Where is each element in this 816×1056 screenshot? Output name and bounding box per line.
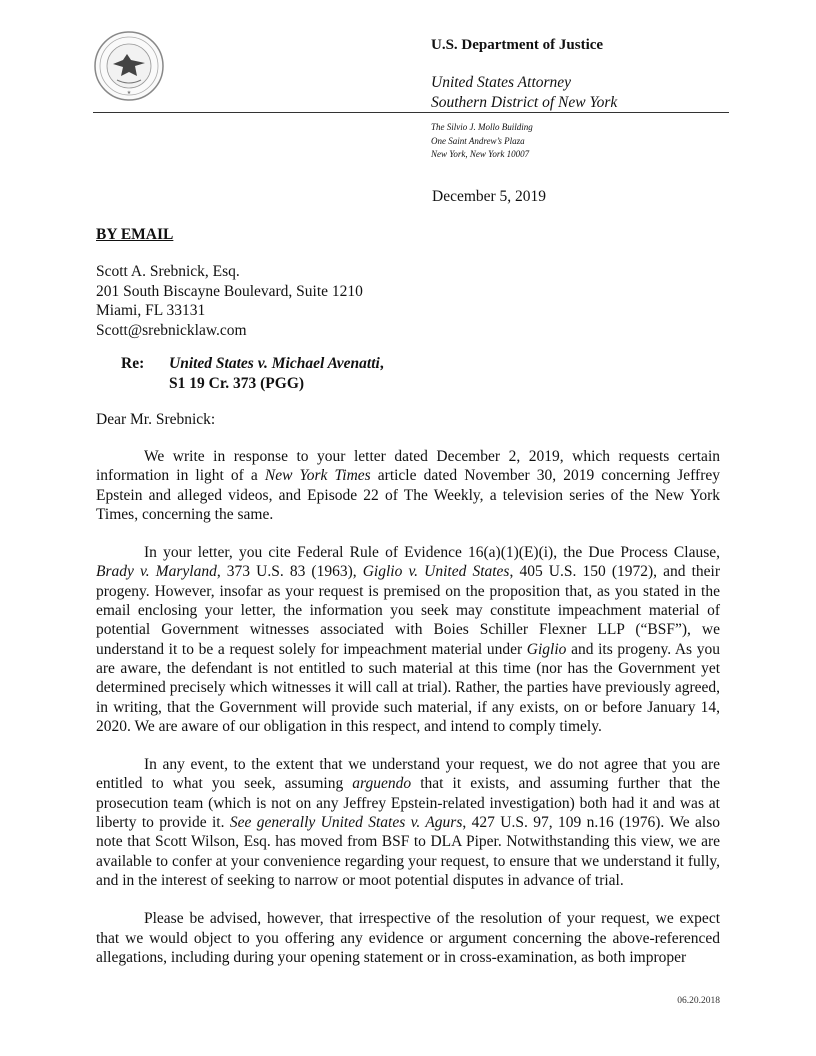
italic-text: New York Times (264, 467, 371, 485)
re-label: Re: (121, 355, 145, 372)
recipient-email: Scott@srebnicklaw.com (96, 321, 247, 339)
recipient-city: Miami, FL 33131 (96, 302, 206, 319)
address-line-2: One Saint Andrew’s Plaza (431, 135, 525, 146)
text: Please be advised, however, that irrespective of the resolution of your request, we expect that we would object to you offering any evidence or argument concerning the above-referenced allegations, including during your opening statement or in cross-examination, as both improper (96, 910, 720, 966)
office-name (431, 73, 751, 113)
department-name: U.S. Department of Justice (431, 37, 604, 53)
recipient-name: Scott A. Srebnick, Esq. (96, 263, 240, 280)
letterhead (431, 36, 751, 113)
salutation: Dear Mr. Srebnick: (96, 411, 216, 428)
case-citation: Giglio v. United States (362, 563, 510, 581)
letter-date: December 5, 2019 (432, 188, 547, 205)
letterhead-divider (93, 112, 729, 113)
text: , 373 U.S. 83 (1963), (216, 563, 363, 581)
case-title: United States v. Michael Avenatti (169, 355, 380, 372)
text: , 427 U.S. 97, 109 n.16 (1976). We also note that Scott Wilson, Esq. has moved from BSF to DLA Piper. Notwithstanding this view, we are available to confer at your convenience regarding your request, to ensure that we understand it fully, and in the interest of seeking to narrow or moot potential disputes in advance of trial. (96, 814, 720, 889)
text: and its progeny. As you are aware, the defendant is not entitled to such material at this time (nor has the Government yet determined precisely which witnesses it will call at trial). Rather, the parties have previously agreed, in writing, that the Government will provide such material, if any exists, on or before January 14, 2020. We are aware of our obligation in this respect, and intend to comply timely. (96, 640, 720, 735)
text: , 405 U.S. 150 (1972), and their progeny. However, insofar as your request is premised on the proposition that, as you stated in the email enclosing your letter, the information you seek may constitute impeachment material of potential Government witnesses associated with Boies Schiller Flexner LLP (“BSF”), we understand it to be a request solely for impeachment material under (96, 563, 720, 658)
text: that it exists, and assuming further that the prosecution team (which is not on any Jeffrey Epstein-related investigation) both had it and was at liberty to provide it. (96, 775, 720, 832)
letter-body (96, 447, 720, 986)
italic-text: arguendo (352, 775, 412, 793)
office-address (431, 121, 533, 162)
case-citation: Giglio (526, 640, 567, 658)
recipient-block (96, 262, 363, 340)
office-line-1: United States Attorney (431, 74, 572, 91)
re-line (121, 354, 384, 393)
case-citation: Brady v. Maryland (96, 563, 217, 581)
office-line-2: Southern District of New York (431, 94, 618, 111)
case-number: S1 19 Cr. 373 (PGG) (169, 374, 305, 392)
address-line-1: The Silvio J. Mollo Building (431, 122, 533, 132)
text: We write in response to your letter dated December 2, 2019, which requests certain information in light of a (96, 448, 720, 485)
text: In your letter, you cite Federal Rule of Evidence 16(a)(1)(E)(i), the Due Process Clause, (144, 544, 720, 562)
case-citation: See generally United States v. Agurs (229, 814, 463, 832)
paragraph-1 (96, 447, 720, 524)
form-code: 06.20.2018 (677, 996, 720, 1006)
svg-text:★: ★ (126, 91, 132, 96)
text: In any event, to the extent that we understand your request, we do not agree that you are entitled to what you seek, assuming (96, 756, 720, 793)
case-reference (169, 354, 384, 393)
paragraph-2 (96, 543, 720, 736)
paragraph-4 (96, 909, 720, 967)
recipient-street: 201 South Biscayne Boulevard, Suite 1210 (96, 282, 363, 300)
paragraph-3 (96, 755, 720, 890)
address-line-3: New York, New York 10007 (431, 149, 530, 159)
delivery-method: BY EMAIL (96, 226, 174, 243)
doj-seal-icon (93, 30, 165, 102)
text: article dated November 30, 2019 concerning Jeffrey Epstein and alleged videos, and Episode 22 of The Weekly, a television series of the New York Times, concerning the same. (96, 467, 721, 523)
case-title-suffix: , (379, 355, 384, 372)
